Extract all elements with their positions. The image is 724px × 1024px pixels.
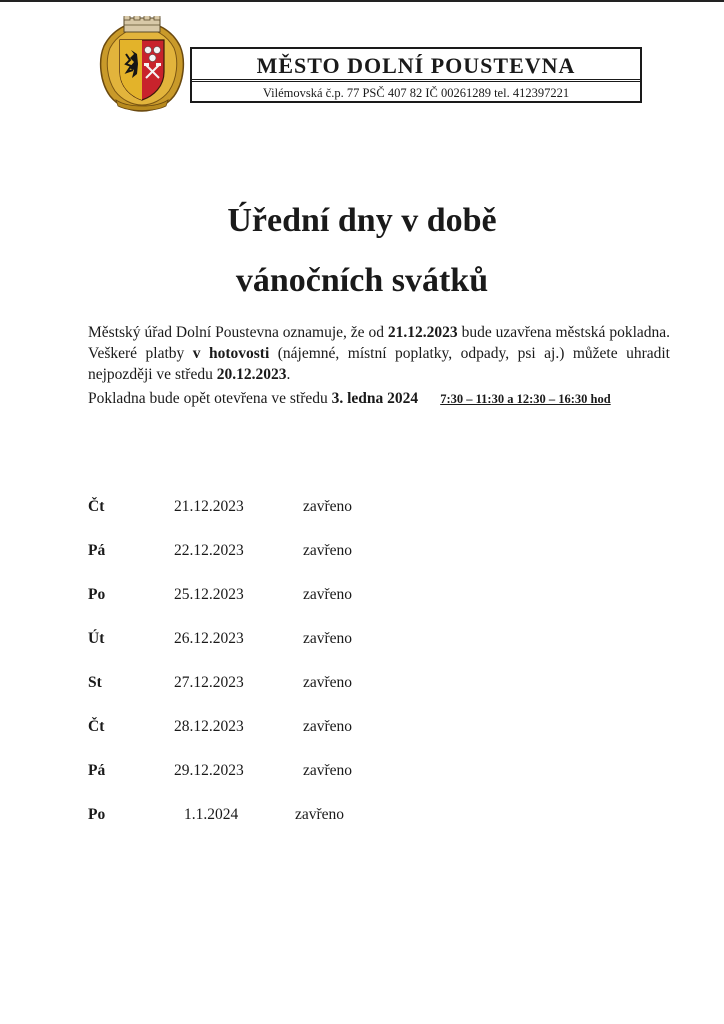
schedule-day: Po (88, 806, 106, 823)
schedule-date: 21.12.2023 (174, 498, 244, 515)
opening-hours: 7:30 – 11:30 a 12:30 – 16:30 hod (440, 392, 611, 406)
schedule-status: zavřeno (303, 718, 353, 735)
holiday-schedule (88, 497, 488, 849)
closing-date: 21.12.2023 (387, 324, 458, 341)
municipality-address: Vilémovská č.p. 77 PSČ 407 82 IČ 00261289 tel. 412397221 (262, 86, 570, 100)
schedule-row (88, 717, 488, 761)
notice-text-2: bude uzavřena městská pokladna. Veškeré platby (88, 324, 671, 362)
schedule-day: Po (88, 586, 106, 603)
schedule-row (88, 673, 488, 717)
municipality-name: MĚSTO DOLNÍ POUSTEVNA (256, 53, 576, 78)
reopening-text: Pokladna bude opět otevřena ve středu (88, 390, 332, 407)
notice-text-4: . (286, 366, 291, 383)
notice-title (0, 193, 724, 309)
schedule-day: Čt (88, 718, 105, 735)
schedule-day: Pá (88, 762, 106, 779)
notice-text-3: (nájemné, místní poplatky, odpady, psi aj.) můžete uhradit nejpozději ve středu (88, 345, 670, 383)
schedule-row (88, 585, 488, 629)
schedule-day: St (88, 674, 102, 691)
schedule-day: Čt (88, 498, 105, 515)
schedule-row (88, 805, 488, 849)
schedule-row (88, 497, 488, 541)
municipality-header (190, 47, 642, 103)
schedule-day: Út (88, 630, 105, 647)
notice-title-line-2: vánočních svátků (235, 262, 489, 299)
schedule-status: zavřeno (303, 542, 353, 559)
notice-paragraph (88, 322, 670, 385)
notice-text-1: Městský úřad Dolní Poustevna oznamuje, že od (88, 324, 388, 341)
reopening-date: 3. ledna 2024 (331, 390, 419, 407)
schedule-day: Pá (88, 542, 106, 559)
notice-title-line-1: Úřední dny v době (227, 202, 497, 239)
schedule-status: zavřeno (303, 762, 353, 779)
schedule-date: 26.12.2023 (174, 630, 244, 647)
schedule-status: zavřeno (303, 586, 353, 603)
page-top-rule (0, 0, 724, 2)
schedule-status: zavřeno (303, 630, 353, 647)
schedule-status: zavřeno (303, 674, 353, 691)
schedule-date: 27.12.2023 (174, 674, 244, 691)
schedule-row (88, 629, 488, 673)
town-crest-icon (96, 16, 188, 114)
schedule-status: zavřeno (295, 806, 345, 823)
schedule-status: zavřeno (303, 498, 353, 515)
schedule-row (88, 761, 488, 805)
schedule-date: 22.12.2023 (174, 542, 244, 559)
reopening-notice (88, 389, 688, 409)
header-divider (192, 79, 640, 82)
schedule-date: 28.12.2023 (174, 718, 244, 735)
last-payment-date: 20.12.2023 (216, 366, 287, 383)
cash-payment-note: v hotovosti (192, 345, 270, 362)
schedule-date: 29.12.2023 (174, 762, 244, 779)
schedule-date: 1.1.2024 (184, 806, 239, 823)
schedule-row (88, 541, 488, 585)
schedule-date: 25.12.2023 (174, 586, 244, 603)
